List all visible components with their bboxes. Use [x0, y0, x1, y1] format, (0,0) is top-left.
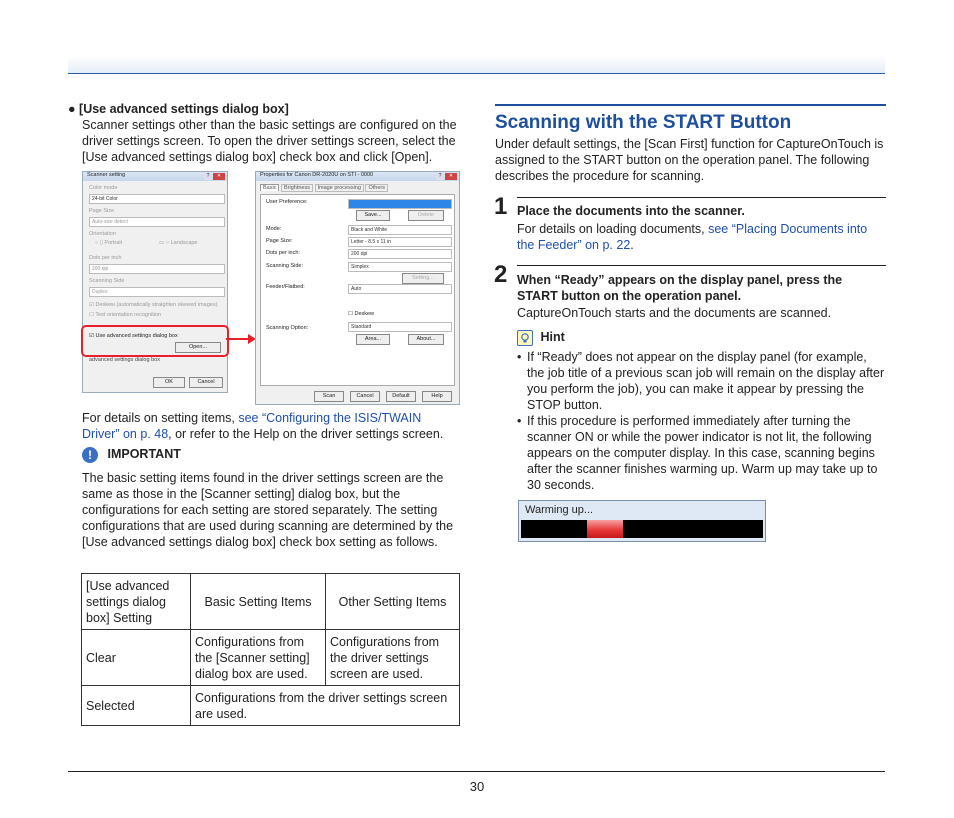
details-paragraph: For details on setting items, see “Configuring the ISIS/TWAIN Driver” on p. 48, or refer to the Help on the driver settings screen. [82, 411, 444, 441]
tab-brightness[interactable]: Brightness [281, 184, 313, 192]
landscape-radio[interactable]: ▭ ○ Landscape [159, 240, 198, 246]
user-pref-select[interactable] [348, 199, 452, 209]
use-advanced-checkbox[interactable]: ☑ Use advanced settings dialog box [89, 333, 178, 339]
page-size-select[interactable]: Auto-size detect [89, 217, 225, 227]
highlight-box [81, 325, 229, 357]
step2-number: 2 [494, 261, 508, 288]
feeder-label: Feeder/Flatbed: [266, 284, 305, 290]
mode-label: Mode: [266, 226, 282, 232]
page-size-label: Page Size: [266, 238, 293, 244]
scanning-side-select[interactable]: Duplex [89, 287, 225, 297]
header-band [68, 56, 885, 74]
scan-button[interactable]: Scan [314, 391, 344, 402]
default-button[interactable]: Default [386, 391, 416, 402]
step2-text: CaptureOnTouch starts and the documents are scanned. [517, 306, 832, 320]
lightbulb-icon [517, 330, 533, 346]
properties-dialog [255, 171, 460, 405]
scanning-side-label: Scanning Side: [266, 263, 303, 269]
save-button[interactable]: Save... [356, 210, 390, 221]
progress-indicator [587, 520, 623, 538]
hint-item: • If this procedure is performed immediately after turning the scanner ON or while the power indicator is not lit, the following appears on the computer display. In this case, scanning begins after the scanner finishes warming up. Warm up may take up to 30 seconds. [517, 414, 878, 492]
help-icon[interactable]: ? [436, 173, 444, 180]
warming-up-label: Warming up... [525, 504, 594, 516]
page-number: 30 [469, 779, 485, 794]
open-button[interactable]: Open... [175, 342, 221, 353]
help-button[interactable]: Help [422, 391, 452, 402]
table-cell: Configurations from the driver settings screen are used. [191, 686, 460, 726]
cancel-button[interactable]: Cancel [350, 391, 380, 402]
table-header: Basic Setting Items [191, 574, 326, 630]
color-mode-select[interactable]: 24-bit Color [89, 194, 225, 204]
table-header-row [82, 574, 460, 630]
settings-table [81, 573, 460, 726]
tab-others[interactable]: Others [365, 184, 388, 192]
ok-button[interactable]: OK [153, 377, 185, 388]
step2-title: When “Ready” appears on the display panel, press the START button on the operation panel. [517, 273, 843, 303]
dialog-title: Properties for Canon DR-2020U on STI - 0000 ? ✕ [256, 172, 459, 181]
table-cell: Configurations from the driver settings screen are used. [326, 630, 460, 686]
deskew-checkbox[interactable]: ☐ Deskew [348, 311, 375, 317]
arrow-icon [226, 332, 256, 346]
help-icon[interactable]: ? [204, 173, 212, 180]
scanning-side-select[interactable]: Simplex [348, 262, 452, 272]
step1-number: 1 [494, 193, 508, 220]
step1-rule [517, 197, 886, 198]
scanning-option-select[interactable]: Standard [348, 322, 452, 332]
area-button[interactable]: Area... [356, 334, 390, 345]
bullet-icon: ● [68, 102, 80, 116]
mode-select[interactable]: Black and White [348, 225, 452, 235]
orientation-label: Orientation [89, 231, 116, 237]
progress-bar [521, 520, 763, 538]
section-title: Scanning with the START Button [495, 104, 886, 134]
setting-button[interactable]: Setting... [402, 273, 444, 284]
intro-paragraph: Scanner settings other than the basic settings are configured on the driver settings screen. To open the driver settings screen, select the [Use advanced settings dialog box] check box and click [Open]. [82, 118, 457, 164]
user-pref-label: User Preference: [266, 199, 308, 205]
tab-image-processing[interactable]: Image processing [315, 184, 364, 192]
tab-bar [260, 185, 388, 191]
important-paragraph: The basic setting items found in the driver settings screen are the same as those in the [Scanner setting] dialog box, but the configurations for each setting are stored separately. The setting configurations that are used during scanning are determined by the [Use advanced settings dialog box] check box setting as follows. [82, 471, 454, 549]
dpi-select[interactable]: 200 dpi [89, 264, 225, 274]
page-size-select[interactable]: Letter - 8.5 x 11 in [348, 237, 452, 247]
about-button[interactable]: About... [408, 334, 444, 345]
important-heading: ! IMPORTANT [82, 446, 181, 463]
dialog-title: Scanner setting ? ✕ [83, 172, 227, 181]
hint-item: • If “Ready” does not appear on the display panel (for example, the job title of a previous scan job will remain on the display after you perform the job), you can make it appear by pressing the STOP button. [517, 350, 885, 412]
page-size-label: Page Size [89, 208, 115, 214]
table-header: Other Setting Items [326, 574, 460, 630]
dpi-label: Dots per inch: [266, 250, 300, 256]
scanner-setting-dialog [82, 171, 228, 393]
hint-heading: Hint [517, 329, 565, 346]
cancel-button[interactable]: Cancel [189, 377, 223, 388]
warming-up-window [518, 500, 766, 542]
scanning-side-label: Scanning Side [89, 278, 125, 284]
exclamation-icon: ! [82, 447, 98, 463]
section-intro: Under default settings, the [Scan First] function for CaptureOnTouch is assigned to the START button on the operation panel. The following describes the procedure for scanning. [495, 137, 884, 183]
feeder-select[interactable]: Auto [348, 284, 452, 294]
table-header: [Use advanced settings dialog box] Setting [82, 574, 191, 630]
placing-documents-link[interactable]: see “Placing Documents into the Feeder” on p. 22 [517, 222, 868, 252]
table-cell: Selected [82, 686, 191, 726]
advanced-note: advanced settings dialog box [89, 357, 160, 363]
table-row [82, 630, 460, 686]
delete-button[interactable]: Delete [408, 210, 444, 221]
dpi-label: Dots per inch [89, 255, 122, 261]
step1-title: Place the documents into the scanner. [517, 204, 745, 218]
close-icon[interactable]: ✕ [213, 173, 225, 180]
close-icon[interactable]: ✕ [445, 173, 457, 180]
step2-rule [517, 265, 886, 266]
scanning-option-label: Scanning Option: [266, 325, 309, 331]
dpi-select[interactable]: 200 dpi [348, 249, 452, 259]
step1-text: For details on loading documents, see “Placing Documents into the Feeder” on p. 22. [517, 222, 868, 252]
footer-rule [68, 771, 885, 772]
table-row [82, 686, 460, 726]
table-cell: Clear [82, 630, 191, 686]
deskew-checkbox[interactable]: ☑ Deskew (automatically straighten skewed images) [89, 302, 218, 308]
table-cell: Configurations from the [Scanner setting] dialog box are used. [191, 630, 326, 686]
color-mode-label: Color mode [89, 185, 118, 191]
driver-config-link[interactable]: see “Configuring the ISIS/TWAIN Driver” on p. 48 [82, 411, 422, 441]
bullet-heading: ● [Use advanced settings dialog box] [68, 102, 289, 116]
tab-basic[interactable]: Basic [260, 184, 279, 191]
text-orientation-checkbox[interactable]: ☐ Text orientation recognition [89, 312, 162, 318]
portrait-radio[interactable]: ○ ▯ Portrait [95, 240, 123, 246]
